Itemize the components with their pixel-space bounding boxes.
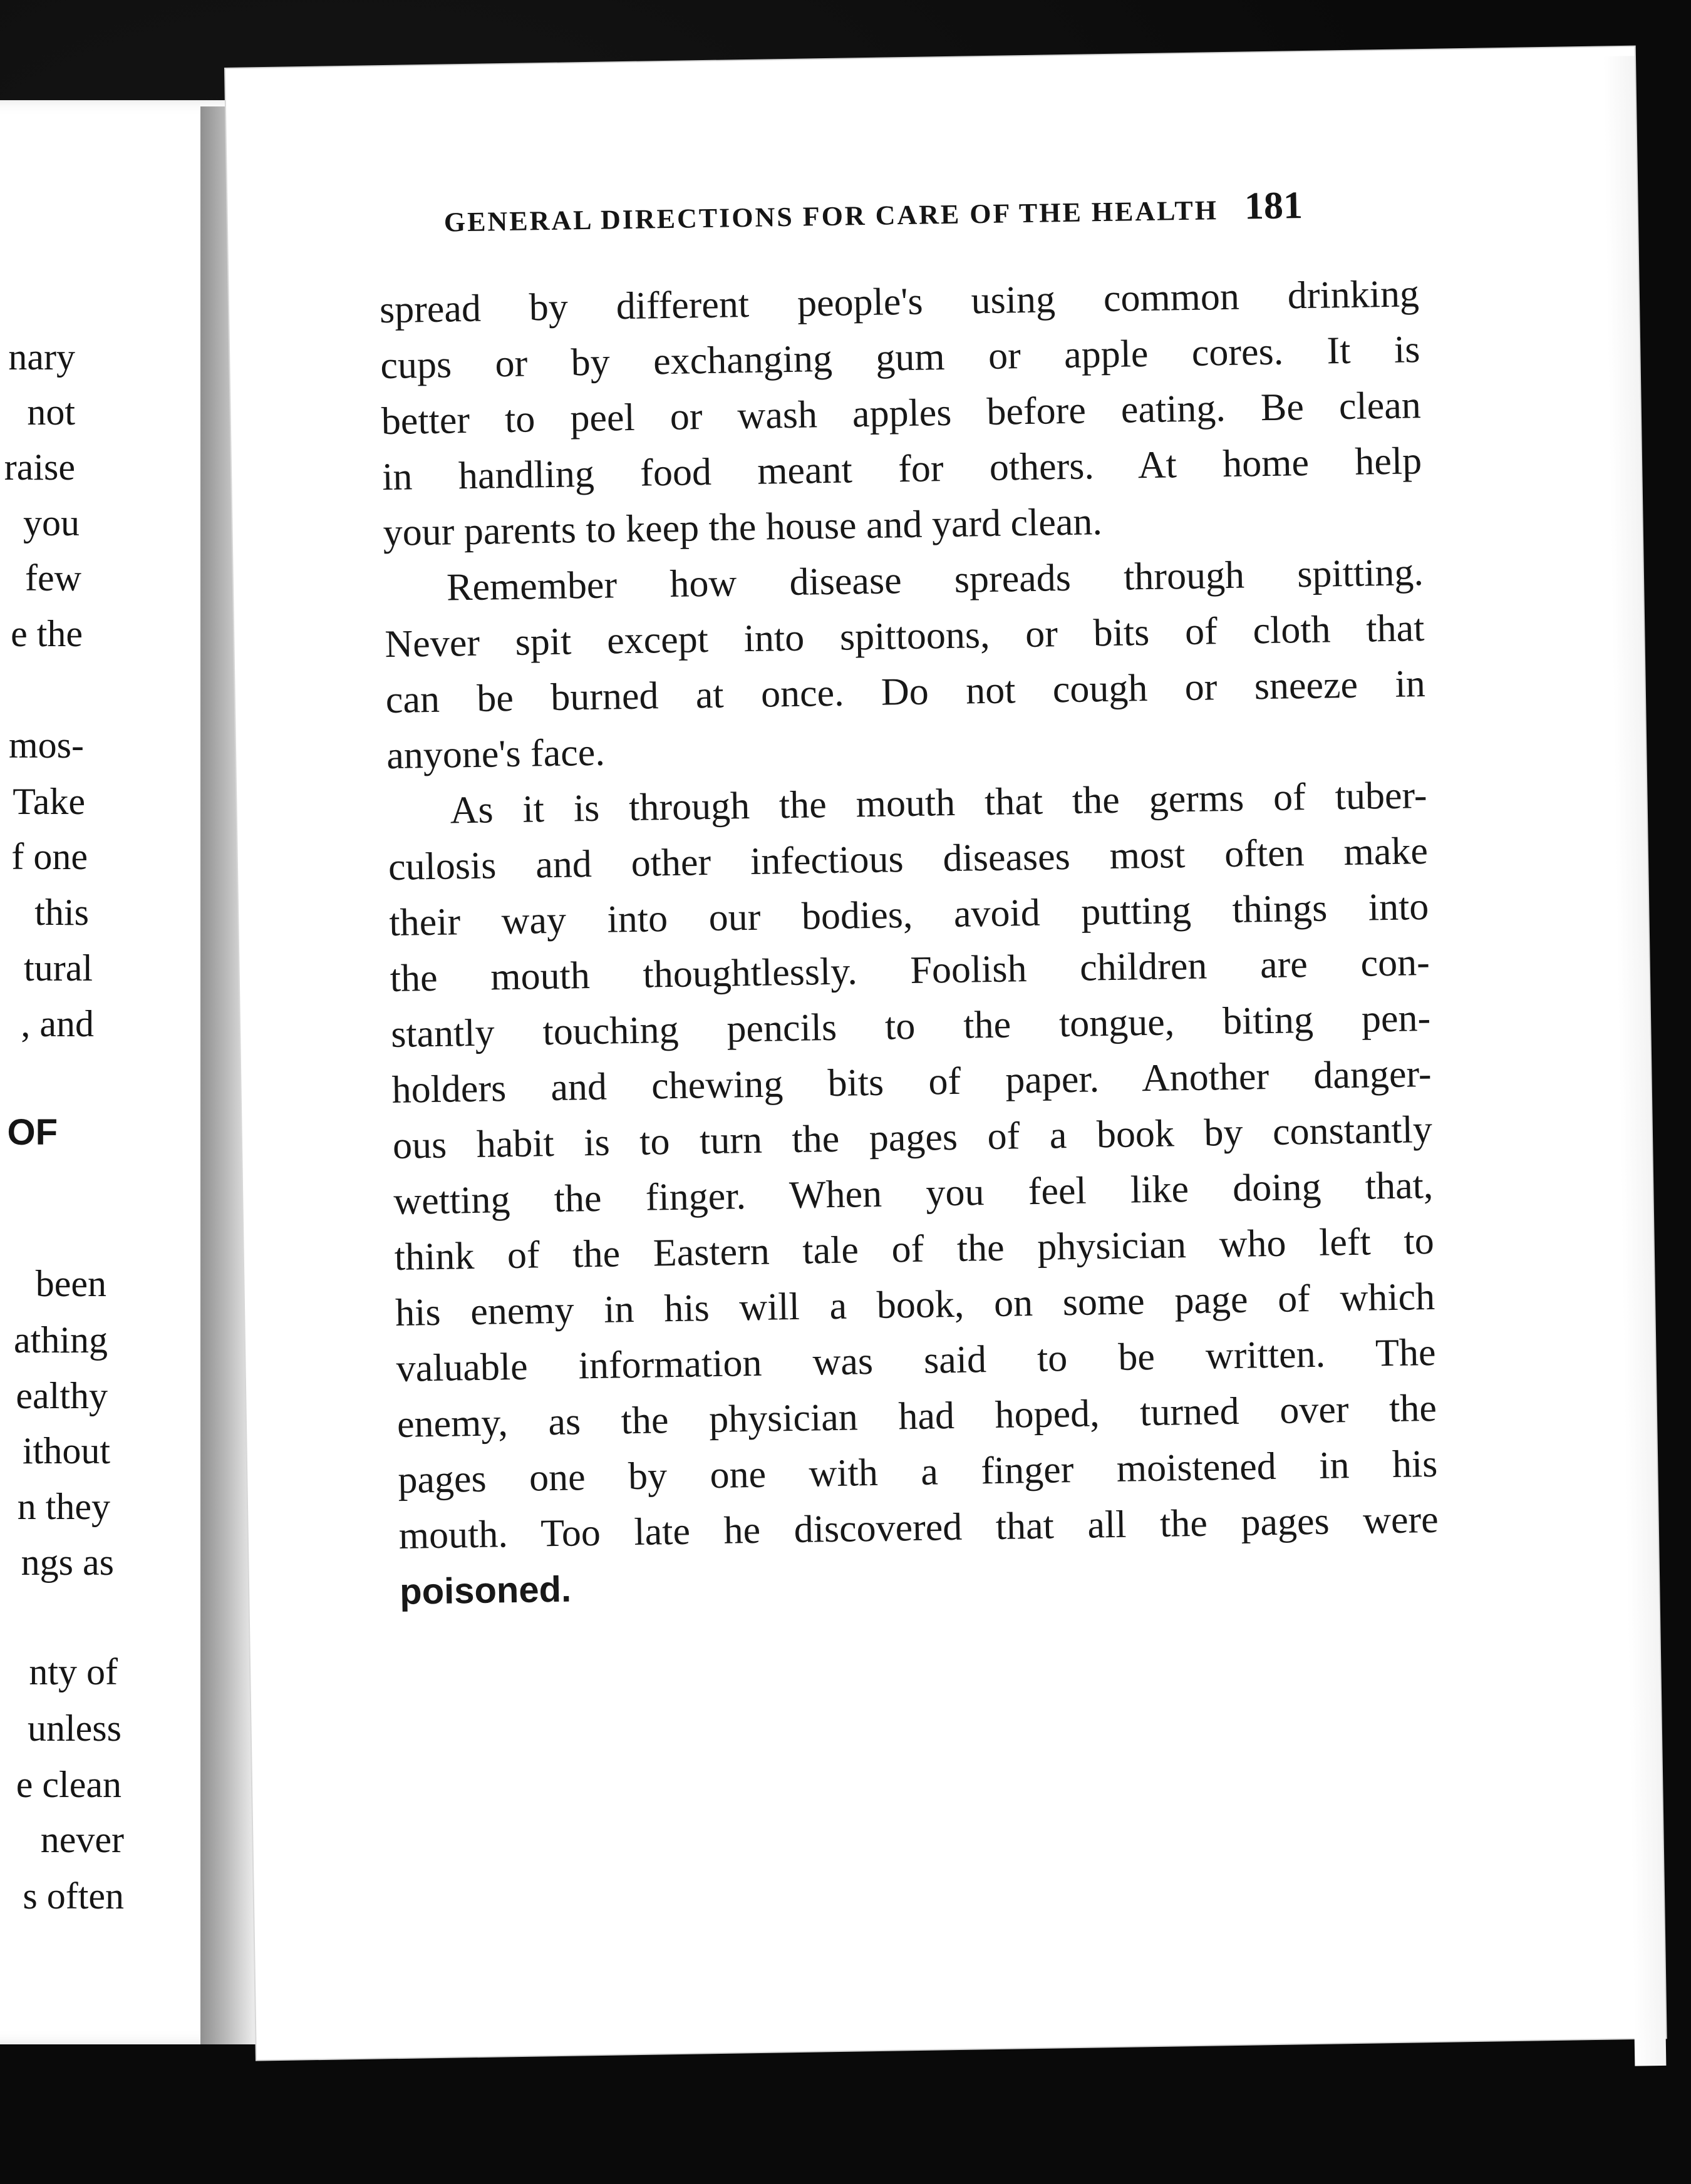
left-line: n they (17, 1486, 110, 1527)
text-line: their way into our bodies, avoid putting things into (388, 885, 1429, 945)
left-line: athing (14, 1319, 108, 1361)
running-title: GENERAL DIRECTIONS FOR CARE OF THE HEALTH (443, 195, 1219, 238)
text-line: his enemy in his will a book, on some page of which (395, 1275, 1435, 1334)
text-line: pages one by one with a finger moistened in his (397, 1442, 1438, 1502)
text-line: think of the Eastern tale of the physician who left to (394, 1219, 1435, 1279)
left-line: nty of (29, 1651, 118, 1692)
text-line: culosis and other infectious diseases most often make (388, 830, 1429, 889)
left-line: unless (28, 1708, 122, 1749)
text-line: spread by different people's using common drinking (379, 272, 1420, 332)
text-line: ous habit is to turn the pages of a book by constantly (392, 1108, 1433, 1168)
text-line: valuable information was said to be written. The (396, 1331, 1436, 1390)
left-line: not (27, 391, 75, 433)
page-number: 181 (1244, 184, 1303, 228)
text-line: mouth. Too late he discovered that all the pages were (398, 1498, 1439, 1557)
left-line: f one (11, 836, 88, 877)
left-line: raise (4, 446, 75, 488)
left-line: Take (13, 781, 85, 822)
left-line: you (23, 502, 80, 543)
left-line: e the (11, 613, 83, 654)
text-line: holders and chewing bits of paper. Another danger- (391, 1052, 1432, 1112)
left-line: s often (23, 1875, 124, 1917)
text-line: poisoned. (399, 1568, 572, 1612)
left-line: never (40, 1819, 124, 1860)
right-page (225, 47, 1666, 2060)
text-line: better to peel or wash apples before eating. Be clean (381, 384, 1422, 443)
left-line: tural (24, 947, 93, 989)
text-line: As it is through the mouth that the germs of tuber- (450, 774, 1427, 832)
left-line: ithout (22, 1430, 110, 1471)
left-line: e clean (16, 1764, 122, 1805)
text-line: wetting the finger. When you feel like doing that, (393, 1163, 1434, 1223)
left-line: been (35, 1263, 106, 1304)
left-heading: OF (7, 1112, 58, 1153)
running-head (443, 178, 1634, 242)
text-line: Remember how disease spreads through spitting. (446, 551, 1424, 609)
text-line: cups or by exchanging gum or apple cores. It is (380, 328, 1420, 388)
text-line: your parents to keep the house and yard clean. (383, 500, 1103, 555)
text-line: anyone's face. (386, 731, 606, 778)
left-line: few (25, 557, 81, 599)
text-line: stantly touching pencils to the tongue, biting pen- (390, 996, 1431, 1056)
left-line: nary (8, 336, 75, 378)
text-line: Never spit except into spittoons, or bits of cloth that (384, 607, 1425, 666)
page-body (379, 266, 1439, 1620)
left-line: ngs as (21, 1542, 114, 1583)
text-line: the mouth thoughtlessly. Foolish children are con- (390, 940, 1430, 1001)
text-line: can be burned at once. Do not cough or sneeze in (385, 662, 1426, 722)
left-line: this (34, 892, 89, 933)
left-line: , and (21, 1003, 94, 1044)
left-line: ealthy (16, 1375, 108, 1416)
left-line: mos- (9, 724, 84, 766)
text-line: in handling food meant for others. At home help (381, 440, 1422, 499)
text-line: enemy, as the physician had hoped, turned over the (396, 1386, 1437, 1446)
